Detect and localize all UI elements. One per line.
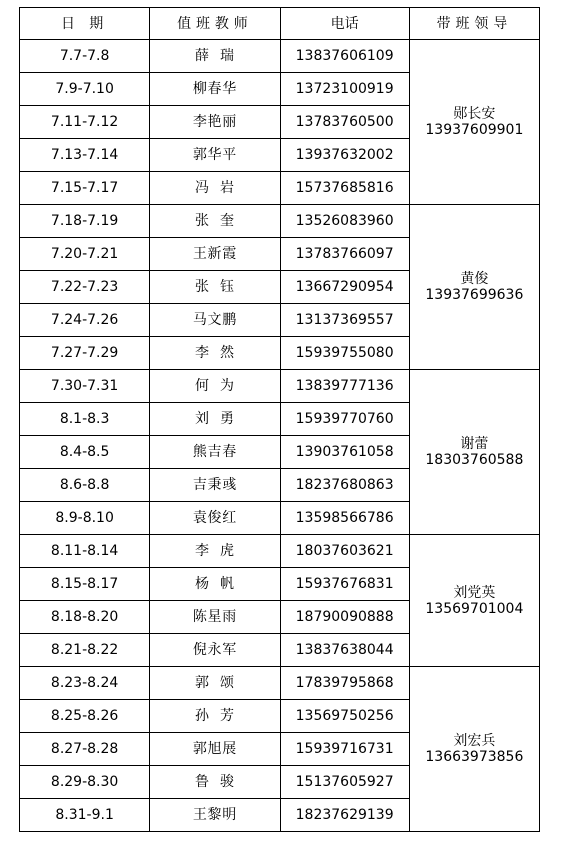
duty-date: 8.15-8.17: [20, 568, 150, 601]
duty-date: 8.27-8.28: [20, 733, 150, 766]
duty-date: 7.13-7.14: [20, 139, 150, 172]
duty-date: 8.29-8.30: [20, 766, 150, 799]
duty-date: 8.25-8.26: [20, 700, 150, 733]
duty-date: 8.1-8.3: [20, 403, 150, 436]
teacher-name: 杨 帆: [150, 568, 280, 601]
teacher-phone: 18790090888: [280, 601, 409, 634]
teacher-phone: 18237680863: [280, 469, 409, 502]
duty-date: 8.4-8.5: [20, 436, 150, 469]
leader-name: 刘宏兵: [453, 733, 496, 749]
teacher-phone: 13569750256: [280, 700, 409, 733]
teacher-phone: 13783766097: [280, 238, 409, 271]
leader-phone: 18303760588: [425, 452, 524, 468]
teacher-phone: 13837606109: [280, 40, 409, 73]
duty-date: 7.15-7.17: [20, 172, 150, 205]
teacher-name: 李 虎: [150, 535, 280, 568]
teacher-phone: 15939770760: [280, 403, 409, 436]
teacher-name: 孙 芳: [150, 700, 280, 733]
leader-cell: [409, 40, 539, 205]
duty-date: 7.7-7.8: [20, 40, 150, 73]
teacher-name: 何 为: [150, 370, 280, 403]
teacher-phone: 18237629139: [280, 799, 409, 832]
teacher-phone: 15937676831: [280, 568, 409, 601]
table-row: [20, 205, 540, 238]
teacher-name: 柳春华: [150, 73, 280, 106]
teacher-name: 王黎明: [150, 799, 280, 832]
header-phone: 电话: [280, 8, 409, 40]
teacher-name: 郭 颂: [150, 667, 280, 700]
duty-date: 8.9-8.10: [20, 502, 150, 535]
leader-name: 黄俊: [460, 271, 489, 287]
teacher-phone: 13937632002: [280, 139, 409, 172]
roster-body: [20, 40, 540, 832]
teacher-name: 鲁 骏: [150, 766, 280, 799]
leader-cell: [409, 667, 539, 832]
duty-date: 7.27-7.29: [20, 337, 150, 370]
leader-cell: [409, 535, 539, 667]
teacher-name: 袁俊红: [150, 502, 280, 535]
teacher-phone: 15137605927: [280, 766, 409, 799]
table-row: [20, 370, 540, 403]
header-row: [20, 8, 540, 40]
teacher-name: 吉秉彧: [150, 469, 280, 502]
leader-phone: 13937699636: [425, 287, 524, 303]
teacher-phone: 15939716731: [280, 733, 409, 766]
teacher-name: 熊吉春: [150, 436, 280, 469]
teacher-phone: 13723100919: [280, 73, 409, 106]
teacher-phone: 15939755080: [280, 337, 409, 370]
duty-date: 7.9-7.10: [20, 73, 150, 106]
duty-date: 7.30-7.31: [20, 370, 150, 403]
teacher-name: 张 钰: [150, 271, 280, 304]
teacher-phone: 17839795868: [280, 667, 409, 700]
duty-date: 8.11-8.14: [20, 535, 150, 568]
duty-date: 8.31-9.1: [20, 799, 150, 832]
teacher-name: 倪永军: [150, 634, 280, 667]
teacher-name: 李艳丽: [150, 106, 280, 139]
header-leader: 带班领导: [409, 8, 539, 40]
teacher-phone: 15737685816: [280, 172, 409, 205]
teacher-phone: 13598566786: [280, 502, 409, 535]
duty-date: 7.20-7.21: [20, 238, 150, 271]
header-teacher: 值班教师: [150, 8, 280, 40]
duty-date: 7.22-7.23: [20, 271, 150, 304]
teacher-name: 薛 瑞: [150, 40, 280, 73]
table-row: [20, 667, 540, 700]
duty-date: 8.18-8.20: [20, 601, 150, 634]
leader-cell: [409, 205, 539, 370]
table-row: [20, 40, 540, 73]
teacher-name: 郭华平: [150, 139, 280, 172]
duty-roster-table: [19, 7, 540, 832]
teacher-name: 郭旭展: [150, 733, 280, 766]
leader-cell: [409, 370, 539, 535]
teacher-phone: 13837638044: [280, 634, 409, 667]
leader-phone: 13663973856: [425, 749, 524, 765]
teacher-phone: 13137369557: [280, 304, 409, 337]
duty-date: 7.24-7.26: [20, 304, 150, 337]
teacher-name: 张 奎: [150, 205, 280, 238]
teacher-name: 李 然: [150, 337, 280, 370]
teacher-phone: 13839777136: [280, 370, 409, 403]
duty-date: 8.21-8.22: [20, 634, 150, 667]
teacher-name: 冯 岩: [150, 172, 280, 205]
teacher-phone: 13783760500: [280, 106, 409, 139]
leader-phone: 13569701004: [425, 600, 524, 617]
teacher-name: 陈星雨: [150, 601, 280, 634]
leader-name: 谢蕾: [460, 436, 489, 452]
teacher-name: 王新霞: [150, 238, 280, 271]
teacher-phone: 13903761058: [280, 436, 409, 469]
teacher-phone: 13526083960: [280, 205, 409, 238]
leader-phone: 13937609901: [425, 122, 524, 138]
duty-date: 7.18-7.19: [20, 205, 150, 238]
duty-date: 7.11-7.12: [20, 106, 150, 139]
duty-date: 8.6-8.8: [20, 469, 150, 502]
duty-date: 8.23-8.24: [20, 667, 150, 700]
teacher-phone: 18037603621: [280, 535, 409, 568]
table-row: [20, 535, 540, 568]
leader-name: 郧长安: [453, 106, 496, 122]
teacher-phone: 13667290954: [280, 271, 409, 304]
teacher-name: 马文鹏: [150, 304, 280, 337]
header-date: 日 期: [20, 8, 150, 40]
leader-name: 刘党英: [453, 584, 496, 601]
teacher-name: 刘 勇: [150, 403, 280, 436]
